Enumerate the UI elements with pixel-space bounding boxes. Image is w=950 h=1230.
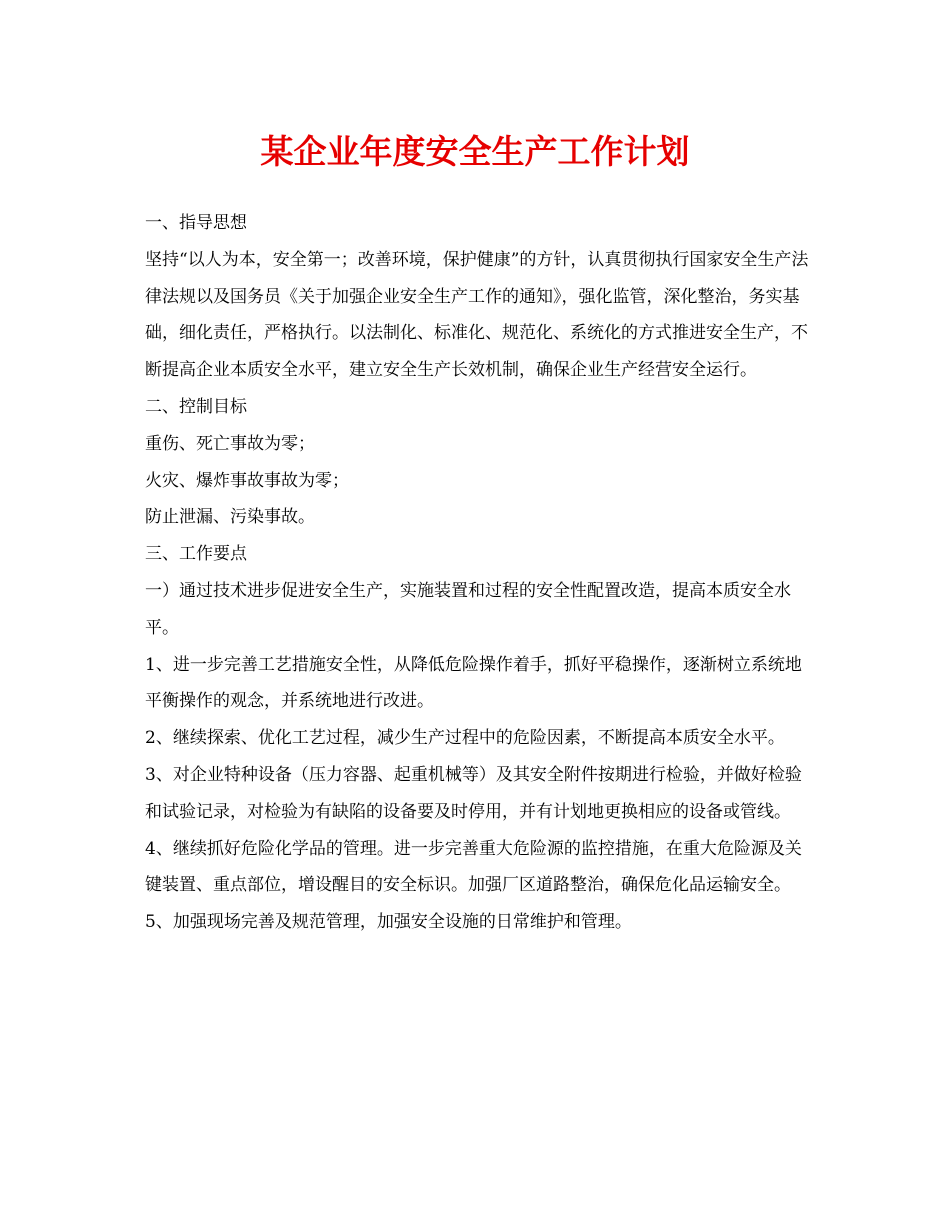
section-heading-work-points: 三、工作要点 (145, 544, 247, 565)
work-point-item: 1、进一步完善工艺措施安全性，从降低危险操作着手，抓好平稳操作，逐渐树立系统地平衡操作的观念，并系统地进行改进。 (145, 654, 802, 712)
target-item: 防止泄漏、污染事故。 (145, 507, 315, 528)
work-point-item: 4、继续抓好危险化学品的管理。进一步完善重大危险源的监控措施，在重大危险源及关键装置、重点部位，增设醒目的安全标识。加强厂区道路整治，确保危化品运输安全。 (145, 838, 802, 896)
document-body (145, 205, 813, 941)
document-title: 某企业年度安全生产工作计划 (260, 132, 690, 171)
subsection-heading: 一）通过技术进步促进安全生产，实施装置和过程的安全性配置改造，提高本质安全水平。 (145, 580, 791, 638)
work-point-item: 3、对企业特种设备（压力容器、起重机械等）及其安全附件按期进行检验，并做好检验和试验记录，对检验为有缺陷的设备要及时停用，并有计划地更换相应的设备或管线。 (145, 764, 802, 822)
target-item: 重伤、死亡事故为零； (145, 433, 315, 454)
section-heading-guiding-principle: 一、指导思想 (145, 213, 247, 233)
work-point-item: 5、加强现场完善及规范管理，加强安全设施的日常维护和管理。 (145, 912, 632, 933)
section-heading-control-targets: 二、控制目标 (145, 396, 247, 417)
work-point-item: 2、继续探索、优化工艺过程，减少生产过程中的危险因素，不断提高本质安全水平。 (145, 728, 785, 749)
target-item: 火灾、爆炸事故事故为零； (145, 470, 349, 491)
paragraph-guiding-principle: 坚持“以人为本，安全第一；改善环境，保护健康”的方针，认真贯彻执行国家安全生产法律法规以及国务员《关于加强企业安全生产工作的通知》，强化监管，深化整治，务实基础，细化责任，严格执行。以法制化、标准化、规范化、系统化的方式推进安全生产，不断提高企业本质安全水平，建立安全生产长效机制，确保企业生产经营安全运行。 (145, 249, 809, 381)
